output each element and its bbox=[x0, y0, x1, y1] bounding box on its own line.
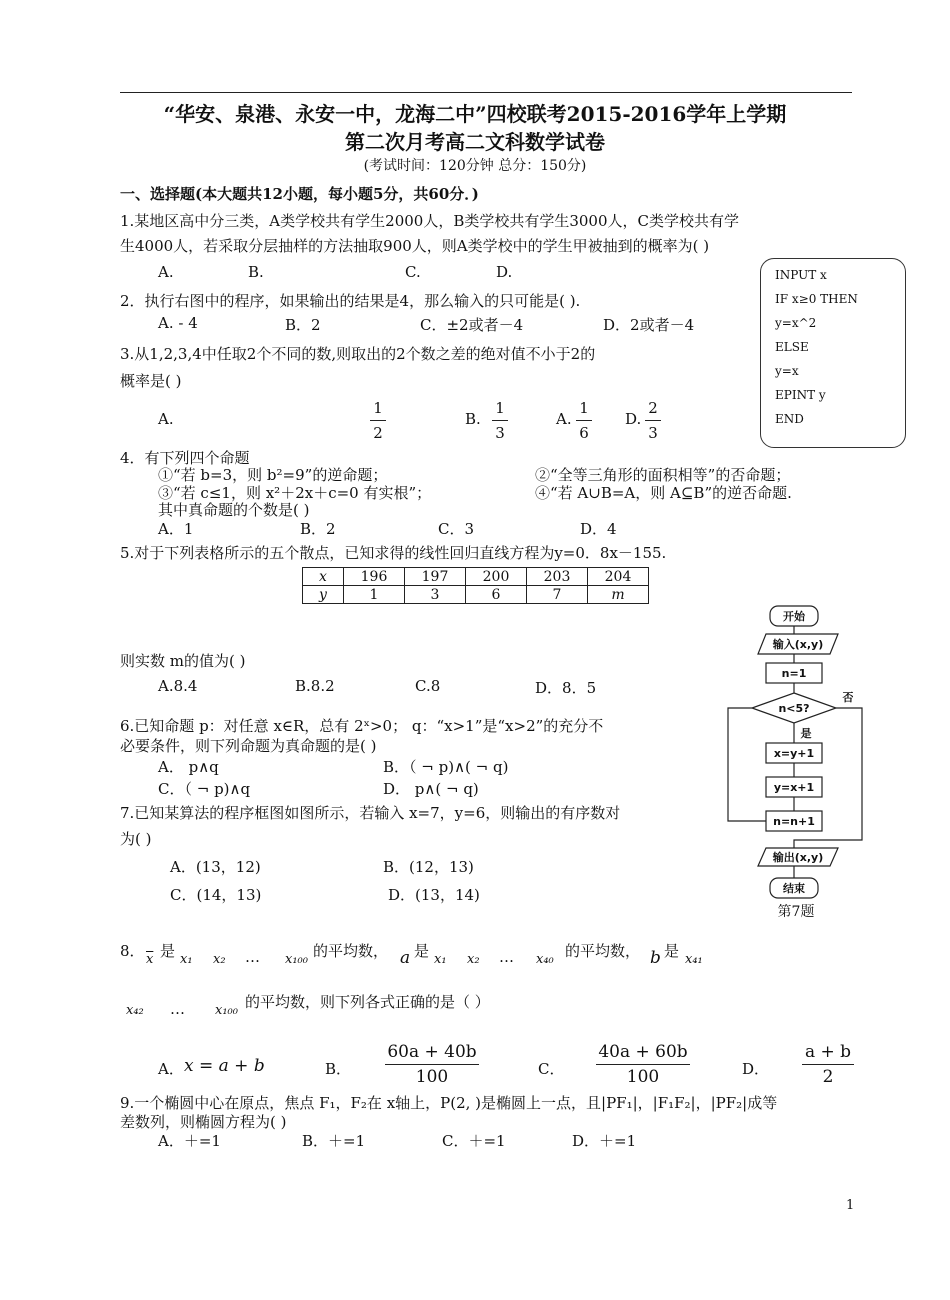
q1-option-c: C. bbox=[405, 263, 421, 281]
q8-var: x₁ bbox=[434, 952, 447, 967]
q2-option-c: C．±2或者－4 bbox=[420, 316, 524, 334]
table-cell: 6 bbox=[466, 586, 527, 604]
flow-caption: 第7题 bbox=[777, 904, 815, 920]
q9-option-d: D．＋=1 bbox=[572, 1132, 637, 1150]
q5-option-c: C.8 bbox=[415, 677, 441, 695]
table-cell: 203 bbox=[527, 568, 588, 586]
q7-option-d: D．(13，14) bbox=[388, 886, 480, 904]
q8-var: x₁ bbox=[180, 952, 193, 967]
q8-option-d: D． bbox=[742, 1060, 770, 1078]
q4-prop-1: ①“若 b=3，则 b²=9”的逆命题； bbox=[158, 466, 388, 484]
q4-prop-4: ④“若 A∪B=A，则 A⊆B”的逆否命题. bbox=[535, 484, 792, 502]
q8-var: x₁₀₀ bbox=[285, 952, 308, 967]
q1-line2: 生4000人，若采取分层抽样的方法抽取900人，则A类学校中的学生甲被抽到的概率为( ) bbox=[120, 237, 710, 255]
code-line: END bbox=[775, 412, 804, 426]
q4-option-c: C．3 bbox=[438, 520, 475, 538]
q8-var: x₄₂ bbox=[126, 1003, 144, 1018]
q3-option-a: A. bbox=[158, 410, 174, 428]
table-cell: 1 bbox=[344, 586, 405, 604]
frac-num: 60a + 40b bbox=[387, 1042, 477, 1062]
q2-option-a: A. - 4 bbox=[158, 314, 198, 332]
q6-option-b: B．（ ¬ p)∧( ¬ q) bbox=[383, 758, 509, 776]
q8-xbar: $\overline{x}$ bbox=[146, 952, 154, 967]
header-rule bbox=[120, 92, 852, 93]
q8-var: x₄₁ bbox=[685, 952, 703, 967]
q5-option-d: D．8．5 bbox=[535, 679, 597, 697]
code-line: y=x^2 bbox=[775, 316, 817, 330]
frac-num: 2 bbox=[648, 399, 658, 417]
q4-option-b: B．2 bbox=[300, 520, 336, 538]
q8-ellipsis: … bbox=[499, 948, 514, 966]
program-code-box bbox=[760, 258, 906, 448]
q5-option-b: B.8.2 bbox=[295, 677, 335, 695]
frac-num: 1 bbox=[579, 399, 589, 417]
flow-no-label: 否 bbox=[842, 691, 854, 704]
q4-option-a: A．1 bbox=[158, 520, 194, 538]
q6-option-d: D． p∧( ¬ q) bbox=[383, 780, 479, 798]
q6-option-c: C．（ ¬ p)∧q bbox=[158, 780, 251, 798]
q8-text-g: 的平均数，则下列各式正确的是（ ） bbox=[245, 993, 490, 1011]
flowchart bbox=[720, 600, 870, 925]
q4-prop-3: ③“若 c≤1，则 x²＋2x＋c=0 有实根”； bbox=[158, 484, 432, 502]
q3-frac-b bbox=[492, 398, 508, 443]
code-line: IF x≥0 THEN bbox=[775, 292, 858, 306]
q3-option-d: D. bbox=[625, 410, 642, 428]
frac-num: 40a + 60b bbox=[598, 1042, 688, 1062]
flow-init-label: n=1 bbox=[781, 667, 807, 680]
q8-option-a: A． bbox=[158, 1060, 184, 1078]
data-table bbox=[302, 567, 649, 604]
q8-text-f: 是 bbox=[664, 942, 680, 960]
frac-num: 1 bbox=[495, 399, 505, 417]
q9-line1: 9.一个椭圆中心在原点，焦点 F₁，F₂在 x轴上，P(2, )是椭圆上一点，且|PF₁|，|F₁F₂|，|PF₂|成等 bbox=[120, 1094, 778, 1112]
q8-var: x₂ bbox=[213, 952, 226, 967]
paper-title-line2: 第二次月考高二文科数学试卷 bbox=[345, 130, 605, 154]
exam-info: (考试时间：120分钟 总分：150分) bbox=[363, 158, 587, 174]
q3-frac-c bbox=[576, 398, 592, 443]
frac-num: a + b bbox=[804, 1042, 852, 1062]
q8-ellipsis: … bbox=[245, 948, 260, 966]
q3-option-c: A. bbox=[556, 410, 572, 428]
q1-option-d: D. bbox=[496, 263, 513, 281]
table-cell: 3 bbox=[405, 586, 466, 604]
q8-option-a-expr: x = a + b bbox=[184, 1056, 265, 1076]
q7-option-c: C．(14，13) bbox=[170, 886, 262, 904]
q1-line1: 1.某地区高中分三类，A类学校共有学生2000人，B类学校共有学生3000人，C类学校共有学 bbox=[120, 212, 739, 230]
q4-line1: 4．有下列四个命题 bbox=[120, 449, 250, 467]
table-cell: x bbox=[303, 568, 344, 586]
q9-line2: 差数列，则椭圆方程为( ) bbox=[120, 1113, 287, 1131]
table-row bbox=[303, 586, 649, 604]
q7-option-a: A．(13，12) bbox=[170, 858, 261, 876]
q3-line1: 3.从1,2,3,4中任取2个不同的数,则取出的2个数之差的绝对值不小于2的 bbox=[120, 345, 596, 363]
frac-den: 6 bbox=[579, 424, 589, 442]
frac-den: 2 bbox=[373, 424, 383, 442]
table-cell: 197 bbox=[405, 568, 466, 586]
code-line: INPUT x bbox=[775, 268, 827, 282]
q9-option-c: C．＋=1 bbox=[442, 1132, 506, 1150]
q3-frac-a bbox=[370, 398, 386, 443]
q5-line1: 5.对于下列表格所示的五个散点，已知求得的线性回归直线方程为y=0．8x－155. bbox=[120, 544, 667, 562]
code-line: y=x bbox=[775, 364, 799, 378]
q8-option-c: C． bbox=[538, 1060, 565, 1078]
table-cell: 204 bbox=[588, 568, 649, 586]
table-cell: 7 bbox=[527, 586, 588, 604]
table-cell: m bbox=[588, 586, 649, 604]
code-line: ELSE bbox=[775, 340, 809, 354]
flow-input-label: 输入(x,y) bbox=[772, 638, 824, 651]
q7-line2: 为( ) bbox=[120, 830, 152, 848]
q8-label: 8． bbox=[120, 942, 145, 960]
q5-option-a: A.8.4 bbox=[158, 677, 198, 695]
q9-option-a: A．＋=1 bbox=[158, 1132, 221, 1150]
frac-den: 100 bbox=[626, 1067, 660, 1087]
flow-end-label: 结束 bbox=[783, 882, 805, 895]
q8-b-var: b bbox=[650, 948, 661, 968]
q1-option-b: B. bbox=[248, 263, 264, 281]
q3-frac-d bbox=[645, 398, 661, 443]
q8-ellipsis: … bbox=[170, 1000, 185, 1018]
q8-var: x₁₀₀ bbox=[215, 1003, 238, 1018]
q8-option-b: B． bbox=[325, 1060, 352, 1078]
q2-option-d: D．2或者－4 bbox=[603, 316, 695, 334]
q3-option-b: B. bbox=[465, 410, 481, 428]
q6-option-a: A． p∧q bbox=[158, 758, 219, 776]
flow-step-2-label: y=x+1 bbox=[773, 781, 815, 794]
frac-den: 2 bbox=[822, 1067, 834, 1087]
q6-line1: 6.已知命题 p：对任意 x∈R，总有 2ˣ>0； q：“x>1”是“x>2”的充分不 bbox=[120, 717, 604, 735]
q2-option-b: B．2 bbox=[285, 316, 321, 334]
q8-option-d-frac bbox=[802, 1042, 854, 1087]
flow-output-label: 输出(x,y) bbox=[772, 851, 824, 864]
q8-var: x₂ bbox=[467, 952, 480, 967]
q8-text-c: 的平均数， bbox=[313, 942, 389, 960]
frac-num: 1 bbox=[373, 399, 383, 417]
paper-title-line1: “华安、泉港、永安一中，龙海二中”四校联考2015-2016学年上学期 bbox=[163, 102, 787, 126]
q8-text-d: 是 bbox=[414, 942, 430, 960]
table-cell: 196 bbox=[344, 568, 405, 586]
frac-den: 100 bbox=[415, 1067, 449, 1087]
q6-line2: 必要条件，则下列命题为真命题的是( ) bbox=[120, 737, 377, 755]
frac-den: 3 bbox=[648, 424, 658, 442]
code-line: EPINT y bbox=[775, 388, 826, 402]
flow-yes-label: 是 bbox=[800, 727, 812, 740]
page-number: 1 bbox=[846, 1198, 855, 1213]
q8-var: x₄₀ bbox=[536, 952, 554, 967]
q7-line1: 7.已知某算法的程序框图如图所示，若输入 x=7，y=6，则输出的有序数对 bbox=[120, 804, 621, 822]
frac-den: 3 bbox=[495, 424, 505, 442]
q5-line2: 则实数 m的值为( ) bbox=[120, 652, 246, 670]
q8-text-b: 是 bbox=[160, 942, 176, 960]
q8-option-c-frac bbox=[596, 1042, 690, 1087]
q4-line6: 其中真命题的个数是( ) bbox=[158, 501, 310, 519]
q1-option-a: A. bbox=[158, 263, 174, 281]
flow-condition-label: n<5? bbox=[778, 702, 810, 715]
q8-a-var: a bbox=[400, 948, 411, 968]
flow-step-1-label: x=y+1 bbox=[773, 747, 815, 760]
q4-prop-2: ②“全等三角形的面积相等”的否命题； bbox=[535, 466, 791, 484]
q3-line2: 概率是( ) bbox=[120, 372, 182, 390]
table-cell: y bbox=[303, 586, 344, 604]
q8-option-b-frac bbox=[385, 1042, 479, 1087]
q8-text-e: 的平均数， bbox=[565, 942, 641, 960]
q2-line1: 2．执行右图中的程序，如果输出的结果是4，那么输入的只可能是( ). bbox=[120, 292, 581, 310]
flow-step-3-label: n=n+1 bbox=[773, 815, 815, 828]
q7-option-b: B．(12，13) bbox=[383, 858, 474, 876]
table-row bbox=[303, 568, 649, 586]
section-heading: 一、选择题(本大题共12小题，每小题5分，共60分．) bbox=[120, 185, 479, 203]
flow-start-label: 开始 bbox=[783, 610, 805, 623]
table-cell: 200 bbox=[466, 568, 527, 586]
q9-option-b: B．＋=1 bbox=[302, 1132, 366, 1150]
q4-option-d: D．4 bbox=[580, 520, 617, 538]
